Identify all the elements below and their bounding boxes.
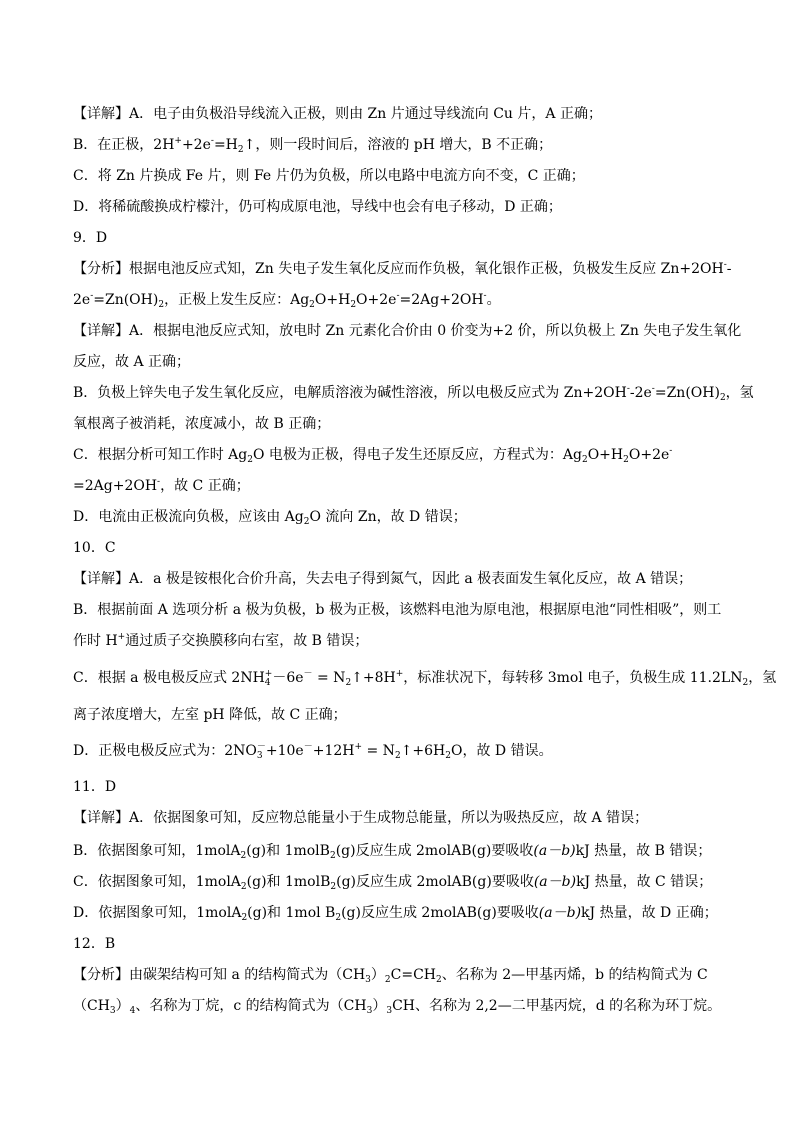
formula-sub: 2 [581, 455, 588, 465]
formula-sub: 2 [240, 882, 247, 892]
text-line [73, 600, 723, 620]
text-segment: O 流向 Zn，故 D 错误； [309, 509, 467, 525]
formula-sub: 2 [158, 300, 165, 310]
text-line [73, 668, 777, 688]
formula-sup: + [174, 136, 182, 146]
formula-sub: 4 [129, 1006, 136, 1016]
text-segment: O 电极为正极，得电子发生还原反应，方程式为：Ag [252, 447, 582, 463]
formula-sub: 3 [386, 1006, 393, 1016]
text-segment: B．负极上锌失电子发生氧化反应，电解质溶液为碱性溶液，所以电极反应式为 Zn+2OH [73, 385, 627, 401]
text-line [73, 259, 732, 279]
text-line [73, 321, 742, 341]
text-segment: ，氢 [725, 385, 754, 401]
formula-sup: - [651, 384, 655, 394]
text-segment: ，氢 [748, 670, 777, 686]
formula-ssup [257, 743, 266, 761]
text-segment: ↑，则一段时间后，溶液的 pH 增大，B 不正确； [243, 137, 553, 153]
text-segment: 氧根离子被消耗，浓度减小，故 B 正确； [73, 416, 331, 432]
formula-sub: 2 [240, 851, 247, 861]
question-number [73, 228, 723, 248]
text-segment: ） [372, 998, 387, 1014]
text-segment: kJ 热量，故 D 正确； [581, 905, 718, 921]
formula-sub: 2 [719, 393, 726, 403]
text-line [73, 705, 723, 725]
formula-sup: - [157, 477, 161, 487]
text-segment: =2Ag+2OH [73, 478, 158, 494]
text-line [73, 841, 723, 861]
formula-sup: － [303, 742, 313, 752]
text-segment: 离子浓度增大，左室 pH 降低，故 C 正确； [73, 707, 347, 723]
text-segment: D．正极电极反应式为：2NO [73, 743, 257, 759]
formula-sub: 2 [335, 913, 342, 923]
formula-sub: 2 [384, 975, 391, 985]
formula-var: (a－b) [533, 874, 577, 890]
text-segment: kJ 热量，故 B 错误； [575, 843, 712, 859]
text-segment: O+H [587, 447, 624, 463]
formula-sup: + [354, 742, 363, 752]
text-segment: =Zn(OH) [93, 292, 159, 308]
text-segment: C．根据 a 极电极反应式 2NH [73, 670, 265, 686]
text-segment: 12．B [73, 936, 116, 952]
formula-sup: － [303, 669, 313, 679]
text-segment: C=CH [390, 967, 437, 983]
text-segment: 、名称为丁烷，c 的结构简式为（CH [135, 998, 367, 1014]
text-line [73, 352, 723, 372]
text-segment: CH、名称为 2,2—二甲基丙烷，d 的名称为环丁烷。 [392, 998, 722, 1014]
text-segment: O+H [314, 292, 351, 308]
text-line [73, 569, 723, 589]
formula-sub: 2 [623, 455, 629, 465]
formula-sub: 2 [329, 851, 336, 861]
formula-var: (a－b) [533, 843, 576, 859]
text-segment: D．电流由正极流向负极，应该由 Ag [73, 509, 304, 525]
text-line [73, 872, 723, 892]
text-segment: (g)和 1mol B [247, 905, 336, 921]
text-line [73, 741, 723, 761]
question-number [73, 934, 723, 954]
text-segment: O，故 D 错误。 [450, 743, 553, 759]
text-segment: ） [370, 967, 385, 983]
formula-sub: 2 [445, 751, 451, 761]
text-segment: D．依据图象可知，1molA [73, 905, 242, 921]
text-segment: 作时 H [73, 633, 118, 649]
formula-sub: 2 [742, 678, 749, 688]
text-segment: (g)反应生成 2molAB(g)要吸收 [341, 905, 539, 921]
text-line [73, 104, 723, 124]
text-segment: D．将稀硫酸换成柠檬汁，仍可构成原电池，导线中也会有电子移动，D 正确； [73, 199, 562, 215]
text-segment: C．根据分析可知工作时 Ag [73, 447, 248, 463]
text-segment: +2e [181, 137, 211, 153]
text-segment: B．在正极，2H [73, 137, 175, 153]
text-segment: (g)反应生成 2molAB(g)要吸收 [336, 874, 534, 890]
formula-sub: 3 [365, 975, 371, 985]
text-segment: =H [213, 137, 238, 153]
formula-sup: - [210, 136, 214, 146]
question-number [73, 777, 723, 797]
formula-sup: - [626, 384, 630, 394]
text-line [73, 996, 723, 1016]
text-segment: = N [312, 670, 346, 686]
text-segment: ，标准状况下，每转移 3mol 电子，负极生成 11.2LN [403, 670, 743, 686]
text-line [73, 290, 723, 310]
text-segment: ，故 C 正确； [160, 478, 250, 494]
text-line [73, 476, 723, 496]
text-segment: 11．D [73, 779, 117, 795]
text-segment: 10．C [73, 540, 116, 556]
text-segment: ↑+8H [351, 670, 396, 686]
text-segment: =Zn(OH) [654, 385, 720, 401]
superscript: － [256, 742, 266, 752]
formula-sub: 2 [309, 300, 315, 310]
text-segment: +10e [265, 743, 304, 759]
text-segment: －6e [272, 670, 304, 686]
formula-sup: + [117, 632, 126, 642]
text-segment: - [726, 261, 732, 277]
text-line [73, 166, 723, 186]
text-segment: (g)和 1molB [246, 843, 330, 859]
formula-sub: 2 [350, 300, 357, 310]
subscript: 3 [256, 751, 263, 761]
text-line [73, 631, 723, 651]
text-line [73, 383, 754, 403]
text-segment: （CH [73, 998, 110, 1014]
text-line [73, 445, 723, 465]
text-segment: 。 [486, 292, 501, 308]
formula-sub: 2 [241, 913, 248, 923]
text-segment: (g)和 1molB [246, 874, 331, 890]
formula-sub: 3 [109, 1006, 116, 1016]
text-segment: 反应，故 A 正确； [73, 354, 191, 370]
question-number [73, 538, 723, 558]
text-segment: 9．D [73, 230, 108, 246]
subscript: 4 [264, 678, 271, 688]
formula-sub: 2 [237, 145, 244, 155]
text-segment: 【分析】根据电池反应式知，Zn 失电子发生氧化反应而作负极，氧化银作正极，负极发生反应 Zn+2OH [73, 261, 724, 277]
text-segment: ↑+6H [400, 743, 446, 759]
text-segment: O+2e [356, 292, 397, 308]
text-segment: C．将 Zn 片换成 Fe 片，则 Fe 片仍为负极，所以电路中电流方向不变，C 正确； [73, 168, 585, 184]
formula-var: (a－b) [538, 905, 582, 921]
formula-sup: - [723, 260, 727, 270]
text-segment: 【详解】A．电子由负极沿导线流入正极，则由 Zn 片通过导线流向 Cu 片，A 正确； [73, 106, 602, 122]
formula-sup: - [396, 291, 400, 301]
text-segment: +12H [312, 743, 355, 759]
text-line [73, 135, 723, 155]
formula-sub: 2 [303, 517, 310, 527]
text-segment: B．依据图象可知，1molA [73, 843, 241, 859]
text-line [73, 197, 723, 217]
text-segment: O+2e [628, 447, 670, 463]
text-segment: kJ 热量，故 C 错误； [576, 874, 713, 890]
formula-sup: - [90, 291, 94, 301]
text-segment: C．依据图象可知，1molA [73, 874, 241, 890]
text-segment: 通过质子交换膜移向右室，故 B 错误； [125, 633, 369, 649]
text-segment: ，正极上发生反应：Ag [164, 292, 310, 308]
formula-sup: + [395, 669, 404, 679]
formula-sub: 3 [366, 1006, 373, 1016]
text-segment: -2e [629, 385, 652, 401]
formula-sup: - [669, 446, 673, 456]
text-segment: = N [362, 743, 395, 759]
text-segment: ） [115, 998, 130, 1014]
formula-sub: 2 [394, 751, 401, 761]
formula-sub: 2 [345, 678, 352, 688]
text-line [73, 808, 723, 828]
formula-sup: - [483, 291, 487, 301]
text-line [73, 965, 723, 985]
formula-sub: 2 [247, 455, 253, 465]
text-segment: =2Ag+2OH [399, 292, 484, 308]
text-segment: 【详解】A．根据电池反应式知，放电时 Zn 元素化合价由 0 价变为+2 价，所以负极上 Zn 失电子发生氧化 [73, 323, 742, 339]
text-segment: B．根据前面 A 选项分析 a 极为负极，b 极为正极，该燃料电池为原电池，根据原电池“同性相吸”，则工 [73, 602, 722, 618]
text-segment: 【详解】A．依据图象可知，反应物总能量小于生成物总能量，所以为吸热反应，故 A 错误； [73, 810, 649, 826]
text-line [73, 507, 723, 527]
text-segment: 、名称为 2—甲基丙烯，b 的结构简式为 C [441, 967, 708, 983]
text-segment: 【分析】由碳架结构可知 a 的结构简式为（CH [73, 967, 366, 983]
text-line [73, 414, 723, 434]
formula-sub: 2 [330, 882, 337, 892]
formula-sub: 2 [436, 975, 442, 985]
superscript: + [264, 669, 273, 679]
text-segment: 2e [73, 292, 91, 308]
text-segment: (g)反应生成 2molAB(g)要吸收 [335, 843, 534, 859]
text-line [73, 903, 723, 923]
text-segment: 【详解】A．a 极是铵根化合价升高，失去电子得到氮气，因此 a 极表面发生氧化反应，故 A 错误； [73, 571, 693, 587]
